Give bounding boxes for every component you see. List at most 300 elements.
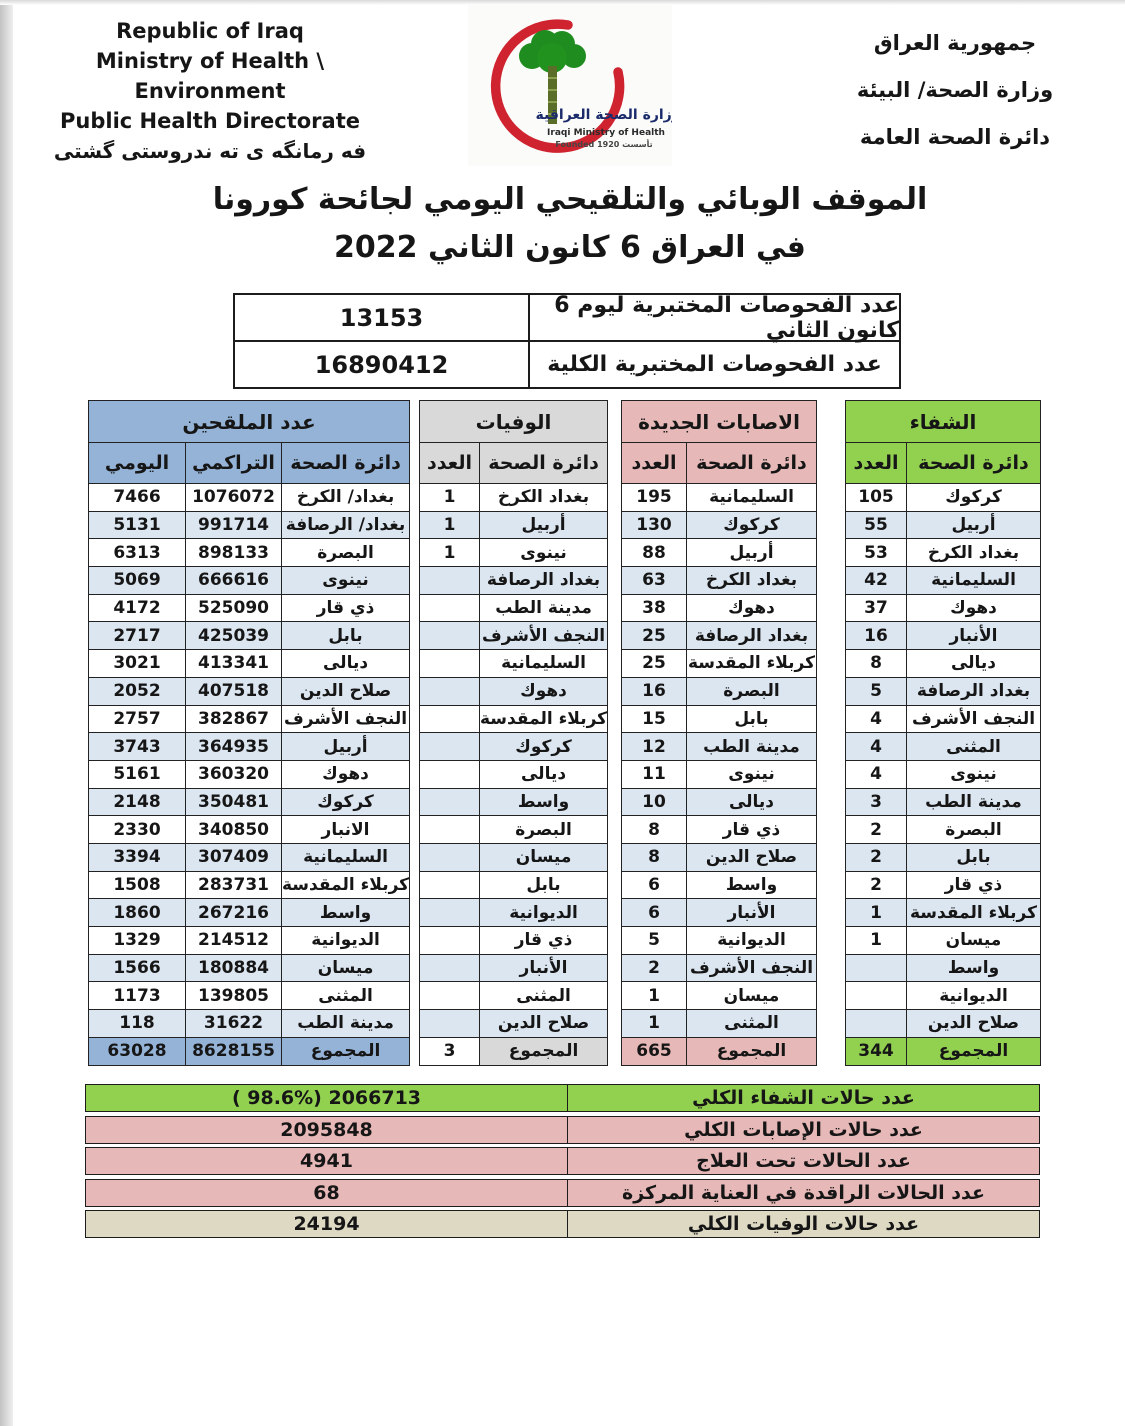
vaccinated-directorate-cell: السليمانية — [282, 843, 410, 871]
vaccinated-cumulative-cell: 340850 — [186, 816, 282, 844]
deaths-row — [420, 622, 608, 650]
vaccinated-cumulative-cell: 139805 — [186, 982, 282, 1010]
summary-label: عدد حالات الوفيات الكلي — [687, 1213, 920, 1235]
infections-count-cell: 6 — [622, 871, 687, 899]
infections-row — [622, 484, 817, 512]
infections-count-cell: 1 — [622, 1010, 687, 1038]
vaccinated-row — [89, 733, 410, 761]
recovery-row — [846, 705, 1041, 733]
recovery-directorate-cell: أربيل — [907, 511, 1041, 539]
lab-tests-value: 13153 — [235, 295, 530, 340]
infections-col-count: العدد — [622, 443, 687, 484]
infections-count-cell: 88 — [622, 539, 687, 567]
vaccinated-daily-cell: 4172 — [89, 594, 186, 622]
vaccinated-row — [89, 677, 410, 705]
infections-row — [622, 1010, 817, 1038]
vaccinated-cumulative-cell: 525090 — [186, 594, 282, 622]
vaccinated-row — [89, 760, 410, 788]
recovery-directorate-cell: صلاح الدين — [907, 1010, 1041, 1038]
vaccinated-cumulative-cell: 666616 — [186, 567, 282, 595]
vaccinated-row — [89, 927, 410, 955]
recovery-count-cell: 16 — [846, 622, 907, 650]
recovery-directorate-cell: الديوانية — [907, 982, 1041, 1010]
recovery-row — [846, 650, 1041, 678]
recovery-count-cell: 105 — [846, 484, 907, 512]
recovery-count-cell: 2 — [846, 843, 907, 871]
vaccinated-total-cumulative: 8628155 — [186, 1037, 282, 1065]
vaccinated-directorate-cell: المثنى — [282, 982, 410, 1010]
recovery-directorate-cell: كربلاء المقدسة — [907, 899, 1041, 927]
vaccinated-daily-cell: 6313 — [89, 539, 186, 567]
recovery-count-cell: 53 — [846, 539, 907, 567]
deaths-row — [420, 954, 608, 982]
deaths-directorate-cell: بغداد الكرخ — [480, 484, 608, 512]
vaccinated-row — [89, 954, 410, 982]
recovery-count-cell: 2 — [846, 871, 907, 899]
infections-row — [622, 816, 817, 844]
ministry-logo — [468, 4, 672, 166]
deaths-row — [420, 539, 608, 567]
vaccinated-cumulative-cell: 898133 — [186, 539, 282, 567]
deaths-directorate-cell: بغداد الرصافة — [480, 567, 608, 595]
infections-directorate-cell: المثنى — [687, 1010, 817, 1038]
deaths-count-cell — [420, 899, 480, 927]
deaths-count-cell — [420, 760, 480, 788]
infections-row — [622, 539, 817, 567]
recovery-directorate-cell: بغداد الكرخ — [907, 539, 1041, 567]
recovery-totals-row — [846, 1037, 1041, 1065]
deaths-totals-row — [420, 1037, 608, 1065]
deaths-count-cell — [420, 594, 480, 622]
vaccinated-cumulative-cell: 407518 — [186, 677, 282, 705]
vaccinated-group-title: عدد الملقحين — [89, 401, 410, 443]
summary-value: 2095848 — [86, 1117, 568, 1143]
summary-label: عدد حالات الإصابات الكلي — [684, 1118, 923, 1141]
vaccinated-directorate-cell: النجف الأشرف — [282, 705, 410, 733]
vaccinated-daily-cell: 5069 — [89, 567, 186, 595]
summary-value: 68 — [86, 1180, 568, 1206]
vaccinated-cumulative-cell: 307409 — [186, 843, 282, 871]
recovery-row — [846, 927, 1041, 955]
infections-row — [622, 677, 817, 705]
infections-directorate-cell: ذي قار — [687, 816, 817, 844]
vaccinated-col-directorate: دائرة الصحة — [282, 443, 410, 484]
deaths-row — [420, 594, 608, 622]
vaccinated-row — [89, 871, 410, 899]
vaccinated-row — [89, 484, 410, 512]
vaccinated-cumulative-cell: 1076072 — [186, 484, 282, 512]
lab-tests-row — [235, 292, 899, 343]
infections-directorate-cell: ميسان — [687, 982, 817, 1010]
recovery-col-count: العدد — [846, 443, 907, 484]
infections-count-cell: 195 — [622, 484, 687, 512]
vaccinated-row — [89, 539, 410, 567]
deaths-count-cell — [420, 982, 480, 1010]
vaccinated-total-daily: 63028 — [89, 1037, 186, 1065]
summary-value: 4941 — [86, 1148, 568, 1174]
vaccinated-daily-cell: 2757 — [89, 705, 186, 733]
vaccinated-daily-cell: 3021 — [89, 650, 186, 678]
infections-count-cell: 63 — [622, 567, 687, 595]
vaccinated-row — [89, 788, 410, 816]
infections-directorate-cell: الأنبار — [687, 899, 817, 927]
vaccinated-col-daily: اليومي — [89, 443, 186, 484]
vaccinated-row — [89, 899, 410, 927]
vaccinated-daily-cell: 5131 — [89, 511, 186, 539]
deaths-count-cell — [420, 788, 480, 816]
lab-tests-table — [233, 293, 901, 389]
summary-label: عدد الحالات تحت العلاج — [696, 1150, 911, 1172]
recovery-directorate-cell: دهوك — [907, 594, 1041, 622]
header-right-line: دائرة الصحة العامة — [859, 125, 1051, 149]
vaccinated-daily-cell: 3743 — [89, 733, 186, 761]
recovery-group-title: الشفاء — [846, 401, 1041, 443]
deaths-directorate-cell: صلاح الدين — [480, 1010, 608, 1038]
recovery-directorate-cell: المثنى — [907, 733, 1041, 761]
vaccinated-daily-cell: 1860 — [89, 899, 186, 927]
deaths-count-cell — [420, 650, 480, 678]
recovery-directorate-cell: ديالى — [907, 650, 1041, 678]
infections-count-cell: 38 — [622, 594, 687, 622]
deaths-row — [420, 788, 608, 816]
recovery-directorate-cell: واسط — [907, 954, 1041, 982]
deaths-directorate-cell: ميسان — [480, 843, 608, 871]
deaths-count-cell — [420, 843, 480, 871]
vaccinated-cumulative-cell: 180884 — [186, 954, 282, 982]
infections-row — [622, 982, 817, 1010]
recovery-row — [846, 899, 1041, 927]
vaccinated-cumulative-cell: 364935 — [186, 733, 282, 761]
lab-tests-label: عدد الفحوصات المختبرية ليوم 6 كانون الثاني — [554, 292, 899, 343]
recovery-row — [846, 622, 1041, 650]
infections-directorate-cell: نينوى — [687, 760, 817, 788]
infections-directorate-cell: البصرة — [687, 677, 817, 705]
deaths-col-directorate: دائرة الصحة — [480, 443, 608, 484]
vaccinated-daily-cell: 1566 — [89, 954, 186, 982]
infections-row — [622, 788, 817, 816]
recovery-row — [846, 677, 1041, 705]
vaccinated-cumulative-cell: 991714 — [186, 511, 282, 539]
deaths-row — [420, 567, 608, 595]
vaccinated-daily-cell: 1329 — [89, 927, 186, 955]
deaths-count-cell — [420, 567, 480, 595]
deaths-directorate-cell: كربلاء المقدسة — [480, 705, 608, 733]
page-title-line2: في العراق 6 كانون الثاني 2022 — [334, 230, 806, 265]
infections-count-cell: 130 — [622, 511, 687, 539]
vaccinated-directorate-cell: دهوك — [282, 760, 410, 788]
vaccinated-daily-cell: 2330 — [89, 816, 186, 844]
recovery-row — [846, 511, 1041, 539]
recovery-count-cell: 8 — [846, 650, 907, 678]
vaccinated-cumulative-cell: 283731 — [186, 871, 282, 899]
vaccinated-daily-cell: 5161 — [89, 760, 186, 788]
vaccinated-row — [89, 705, 410, 733]
deaths-directorate-cell: واسط — [480, 788, 608, 816]
logo-founded-text: Founded 1920 تأسست — [555, 140, 653, 149]
recovery-row — [846, 760, 1041, 788]
vaccinated-row — [89, 594, 410, 622]
ministry-logo-icon — [468, 4, 672, 166]
infections-total-count: 665 — [622, 1037, 687, 1065]
infections-row — [622, 733, 817, 761]
recovery-directorate-cell: النجف الأشرف — [907, 705, 1041, 733]
infections-count-cell: 2 — [622, 954, 687, 982]
vaccinated-row — [89, 567, 410, 595]
recovery-directorate-cell: مدينة الطب — [907, 788, 1041, 816]
recovery-row — [846, 788, 1041, 816]
infections-count-cell: 8 — [622, 843, 687, 871]
infections-directorate-cell: أربيل — [687, 539, 817, 567]
deaths-count-cell — [420, 733, 480, 761]
recovery-directorate-cell: كركوك — [907, 484, 1041, 512]
infections-count-cell: 15 — [622, 705, 687, 733]
infections-directorate-cell: بغداد الرصافة — [687, 622, 817, 650]
infections-table — [621, 400, 817, 1066]
infections-row — [622, 760, 817, 788]
infections-row — [622, 594, 817, 622]
deaths-directorate-cell: ديالى — [480, 760, 608, 788]
recovery-table — [845, 400, 1041, 1066]
summary-row — [85, 1116, 1040, 1144]
vaccinated-daily-cell: 3394 — [89, 843, 186, 871]
summary-row — [85, 1147, 1040, 1175]
recovery-row — [846, 982, 1041, 1010]
infections-directorate-cell: بغداد الكرخ — [687, 567, 817, 595]
deaths-row — [420, 1010, 608, 1038]
recovery-row — [846, 954, 1041, 982]
recovery-row — [846, 567, 1041, 595]
logo-arabic-name: وزارة الصحة العراقية — [535, 107, 672, 123]
recovery-directorate-cell: ذي قار — [907, 871, 1041, 899]
infections-row — [622, 871, 817, 899]
recovery-row — [846, 733, 1041, 761]
page-title-line1: الموقف الوبائي والتلقيحي اليومي لجائحة كورونا — [212, 182, 928, 217]
vaccinated-directorate-cell: مدينة الطب — [282, 1010, 410, 1038]
infections-total-label: المجموع — [687, 1037, 817, 1065]
infections-directorate-cell: السليمانية — [687, 484, 817, 512]
vaccinated-directorate-cell: ذي قار — [282, 594, 410, 622]
recovery-row — [846, 871, 1041, 899]
infections-row — [622, 650, 817, 678]
deaths-group-title: الوفيات — [420, 401, 608, 443]
logo-english-name: Iraqi Ministry of Health — [547, 128, 665, 138]
deaths-count-cell: 1 — [420, 484, 480, 512]
deaths-directorate-cell: دهوك — [480, 677, 608, 705]
deaths-directorate-cell: المثنى — [480, 982, 608, 1010]
recovery-count-cell — [846, 982, 907, 1010]
vaccinated-directorate-cell: بغداد/ الكرخ — [282, 484, 410, 512]
deaths-directorate-cell: مدينة الطب — [480, 594, 608, 622]
deaths-total-label: المجموع — [480, 1037, 608, 1065]
infections-row — [622, 899, 817, 927]
deaths-directorate-cell: النجف الأشرف — [480, 622, 608, 650]
vaccinated-total-label: المجموع — [282, 1037, 410, 1065]
infections-count-cell: 25 — [622, 622, 687, 650]
deaths-directorate-cell: الأنبار — [480, 954, 608, 982]
infections-directorate-cell: الديوانية — [687, 927, 817, 955]
recovery-count-cell: 5 — [846, 677, 907, 705]
infections-directorate-cell: دهوك — [687, 594, 817, 622]
deaths-row — [420, 511, 608, 539]
recovery-count-cell: 37 — [846, 594, 907, 622]
recovery-count-cell — [846, 1010, 907, 1038]
vaccinated-cumulative-cell: 350481 — [186, 788, 282, 816]
recovery-directorate-cell: بابل — [907, 843, 1041, 871]
header-left-line: Republic of Iraq — [116, 19, 304, 43]
vaccinated-row — [89, 622, 410, 650]
recovery-directorate-cell: ميسان — [907, 927, 1041, 955]
infections-row — [622, 622, 817, 650]
vaccinated-cumulative-cell: 360320 — [186, 760, 282, 788]
vaccinated-directorate-cell: واسط — [282, 899, 410, 927]
deaths-directorate-cell: نينوى — [480, 539, 608, 567]
infections-row — [622, 511, 817, 539]
deaths-row — [420, 899, 608, 927]
recovery-col-directorate: دائرة الصحة — [907, 443, 1041, 484]
infections-count-cell: 12 — [622, 733, 687, 761]
vaccinated-directorate-cell: الديوانية — [282, 927, 410, 955]
vaccinated-row — [89, 1010, 410, 1038]
infections-directorate-cell: النجف الأشرف — [687, 954, 817, 982]
lab-tests-row — [235, 340, 899, 387]
infections-directorate-cell: كركوك — [687, 511, 817, 539]
infections-count-cell: 10 — [622, 788, 687, 816]
recovery-total-label: المجموع — [907, 1037, 1041, 1065]
infections-row — [622, 567, 817, 595]
deaths-row — [420, 982, 608, 1010]
deaths-row — [420, 484, 608, 512]
deaths-directorate-cell: بابل — [480, 871, 608, 899]
deaths-count-cell — [420, 677, 480, 705]
infections-row — [622, 927, 817, 955]
vaccinated-directorate-cell: صلاح الدين — [282, 677, 410, 705]
infections-row — [622, 843, 817, 871]
deaths-count-cell — [420, 622, 480, 650]
lab-tests-value: 16890412 — [235, 342, 530, 387]
vaccinated-directorate-cell: نينوى — [282, 567, 410, 595]
recovery-directorate-cell: الأنبار — [907, 622, 1041, 650]
infections-count-cell: 16 — [622, 677, 687, 705]
recovery-directorate-cell: البصرة — [907, 816, 1041, 844]
recovery-count-cell: 4 — [846, 733, 907, 761]
deaths-directorate-cell: ذي قار — [480, 927, 608, 955]
recovery-row — [846, 843, 1041, 871]
page-title — [170, 176, 970, 272]
deaths-count-cell — [420, 705, 480, 733]
recovery-count-cell: 42 — [846, 567, 907, 595]
deaths-count-cell — [420, 1010, 480, 1038]
vaccinated-daily-cell: 2052 — [89, 677, 186, 705]
summary-label: عدد الحالات الراقدة في العناية المركزة — [622, 1181, 985, 1204]
infections-totals-row — [622, 1037, 817, 1065]
vaccinated-directorate-cell: أربيل — [282, 733, 410, 761]
vaccinated-daily-cell: 7466 — [89, 484, 186, 512]
lab-tests-label: عدد الفحوصات المختبرية الكلية — [547, 352, 882, 377]
deaths-row — [420, 927, 608, 955]
summary-row — [85, 1179, 1040, 1207]
recovery-count-cell: 4 — [846, 705, 907, 733]
deaths-row — [420, 650, 608, 678]
vaccinated-table — [88, 400, 410, 1066]
header-right-line: جمهورية العراق — [873, 31, 1037, 55]
recovery-count-cell: 4 — [846, 760, 907, 788]
recovery-count-cell: 1 — [846, 927, 907, 955]
deaths-row — [420, 816, 608, 844]
deaths-total-count: 3 — [420, 1037, 480, 1065]
recovery-directorate-cell: نينوى — [907, 760, 1041, 788]
recovery-directorate-cell: السليمانية — [907, 567, 1041, 595]
recovery-row — [846, 1010, 1041, 1038]
deaths-count-cell — [420, 871, 480, 899]
recovery-row — [846, 816, 1041, 844]
vaccinated-daily-cell: 2717 — [89, 622, 186, 650]
deaths-count-cell — [420, 816, 480, 844]
vaccinated-directorate-cell: ميسان — [282, 954, 410, 982]
photo-edge-left — [0, 0, 13, 1426]
infections-count-cell: 1 — [622, 982, 687, 1010]
summary-row — [85, 1084, 1040, 1112]
infections-count-cell: 8 — [622, 816, 687, 844]
vaccinated-row — [89, 650, 410, 678]
vaccinated-cumulative-cell: 31622 — [186, 1010, 282, 1038]
header-left-line: فه رمانگه ی ته ندروستی گشتی — [53, 139, 367, 163]
vaccinated-cumulative-cell: 382867 — [186, 705, 282, 733]
deaths-row — [420, 843, 608, 871]
summary-value: ( 98.6%) 2066713 — [86, 1085, 568, 1111]
header-right-line: وزارة الصحة/ البيئة — [856, 78, 1054, 102]
recovery-row — [846, 484, 1041, 512]
vaccinated-row — [89, 816, 410, 844]
header-left-block — [26, 16, 394, 166]
vaccinated-directorate-cell: بابل — [282, 622, 410, 650]
recovery-row — [846, 539, 1041, 567]
vaccinated-directorate-cell: كربلاء المقدسة — [282, 871, 410, 899]
header-right-block — [812, 20, 1098, 161]
deaths-row — [420, 871, 608, 899]
vaccinated-col-cumulative: التراكمي — [186, 443, 282, 484]
recovery-count-cell: 1 — [846, 899, 907, 927]
vaccinated-row — [89, 511, 410, 539]
header-left-line: Ministry of Health \ Environment — [95, 49, 325, 103]
deaths-row — [420, 733, 608, 761]
deaths-count-cell: 1 — [420, 539, 480, 567]
deaths-directorate-cell: البصرة — [480, 816, 608, 844]
vaccinated-daily-cell: 118 — [89, 1010, 186, 1038]
deaths-count-cell: 1 — [420, 511, 480, 539]
deaths-directorate-cell: السليمانية — [480, 650, 608, 678]
vaccinated-daily-cell: 1173 — [89, 982, 186, 1010]
infections-group-title: الاصابات الجديدة — [622, 401, 817, 443]
vaccinated-directorate-cell: الانبار — [282, 816, 410, 844]
infections-directorate-cell: كربلاء المقدسة — [687, 650, 817, 678]
deaths-row — [420, 705, 608, 733]
recovery-count-cell: 2 — [846, 816, 907, 844]
deaths-row — [420, 677, 608, 705]
infections-count-cell: 5 — [622, 927, 687, 955]
infections-directorate-cell: مدينة الطب — [687, 733, 817, 761]
recovery-count-cell — [846, 954, 907, 982]
vaccinated-cumulative-cell: 413341 — [186, 650, 282, 678]
deaths-table — [419, 400, 608, 1066]
infections-directorate-cell: بابل — [687, 705, 817, 733]
infections-col-directorate: دائرة الصحة — [687, 443, 817, 484]
infections-directorate-cell: صلاح الدين — [687, 843, 817, 871]
vaccinated-directorate-cell: بغداد/ الرصافة — [282, 511, 410, 539]
vaccinated-row — [89, 843, 410, 871]
deaths-col-count: العدد — [420, 443, 480, 484]
infections-row — [622, 705, 817, 733]
summary-value: 24194 — [86, 1211, 568, 1237]
